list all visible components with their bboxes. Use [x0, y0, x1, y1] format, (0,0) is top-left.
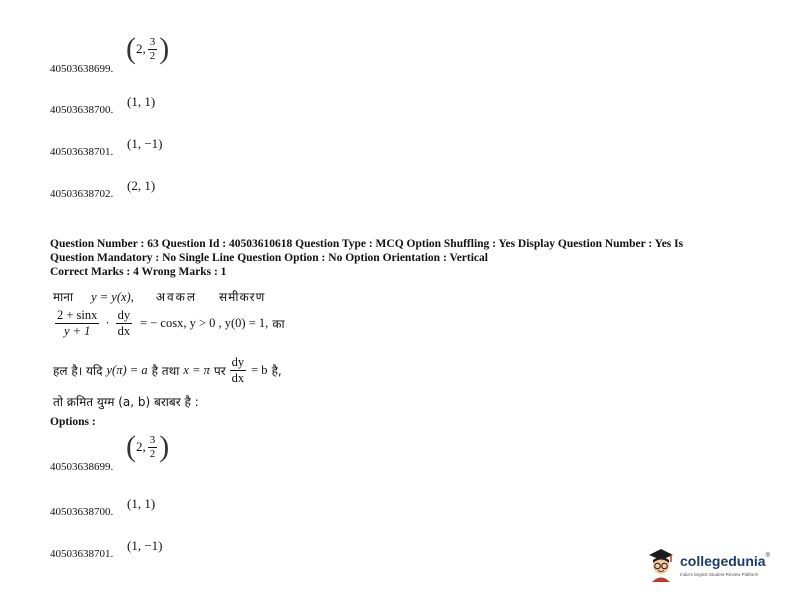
option-id: 40503638700. [50, 104, 114, 116]
question-line-4: तो क्रमित युग्म (a, b) बराबर है : [53, 395, 199, 409]
question-line-1: माना y = y(x), अवकल समीकरण [53, 290, 266, 304]
options-label: Options : [50, 416, 96, 428]
logo-name: collegedunia [680, 553, 766, 569]
question-line-2: $\frac{2 + \sin x}{y + 1}$ · $\frac{dy}{dx}$ = − cosx, y > 0 , y(0) = 1, का [57, 308, 285, 338]
option-value: (2, 1) [127, 178, 156, 193]
fraction: $\frac{3}{2}$ [149, 433, 156, 460]
option-id: 40503638701. [50, 146, 114, 158]
question-meta-line2: Question Mandatory : No Single Line Question Option : No Option Orientation : Vertical [50, 252, 488, 264]
fraction: $\frac{2 + \sin x}{y + 1}$ [57, 308, 98, 338]
collegedunia-logo [646, 547, 770, 583]
question-meta-line1: Question Number : 63 Question Id : 40503610618 Question Type : MCQ Option Shuffling : Yes Display Question Number : Yes Is [50, 238, 684, 250]
option-value: (1, 1) [127, 496, 156, 511]
option-value-fraction: ( 2, $\frac{3}{2}$ ) [126, 32, 170, 65]
fraction: $\frac{3}{2}$ [149, 35, 156, 62]
option-value: (1, 1) [127, 94, 156, 109]
option-id: 40503638699. [50, 461, 114, 473]
question-line-3: हल है। यदि y(π) = a है तथा x = π पर $\frac{dy}{dx}$ = b है, [53, 355, 282, 385]
option-value: (1, −1) [127, 538, 163, 553]
logo-tagline: India's largest Student Review Platform [680, 572, 759, 577]
logo-trademark: ® [765, 553, 770, 559]
option-value: (1, −1) [127, 136, 163, 151]
fraction: $\frac{dy}{dx}$ [117, 308, 131, 338]
option-id: 40503638699. [50, 63, 114, 75]
question-meta [50, 237, 750, 279]
marks-line: Correct Marks : 4 Wrong Marks : 1 [50, 266, 227, 278]
option-id: 40503638700. [50, 506, 114, 518]
option-value-fraction: ( 2, $\frac{3}{2}$ ) [126, 430, 170, 463]
option-id: 40503638702. [50, 188, 114, 200]
fraction: $\frac{dy}{dx}$ [231, 355, 245, 385]
student-mascot-icon [646, 547, 676, 583]
option-id: 40503638701. [50, 548, 114, 560]
